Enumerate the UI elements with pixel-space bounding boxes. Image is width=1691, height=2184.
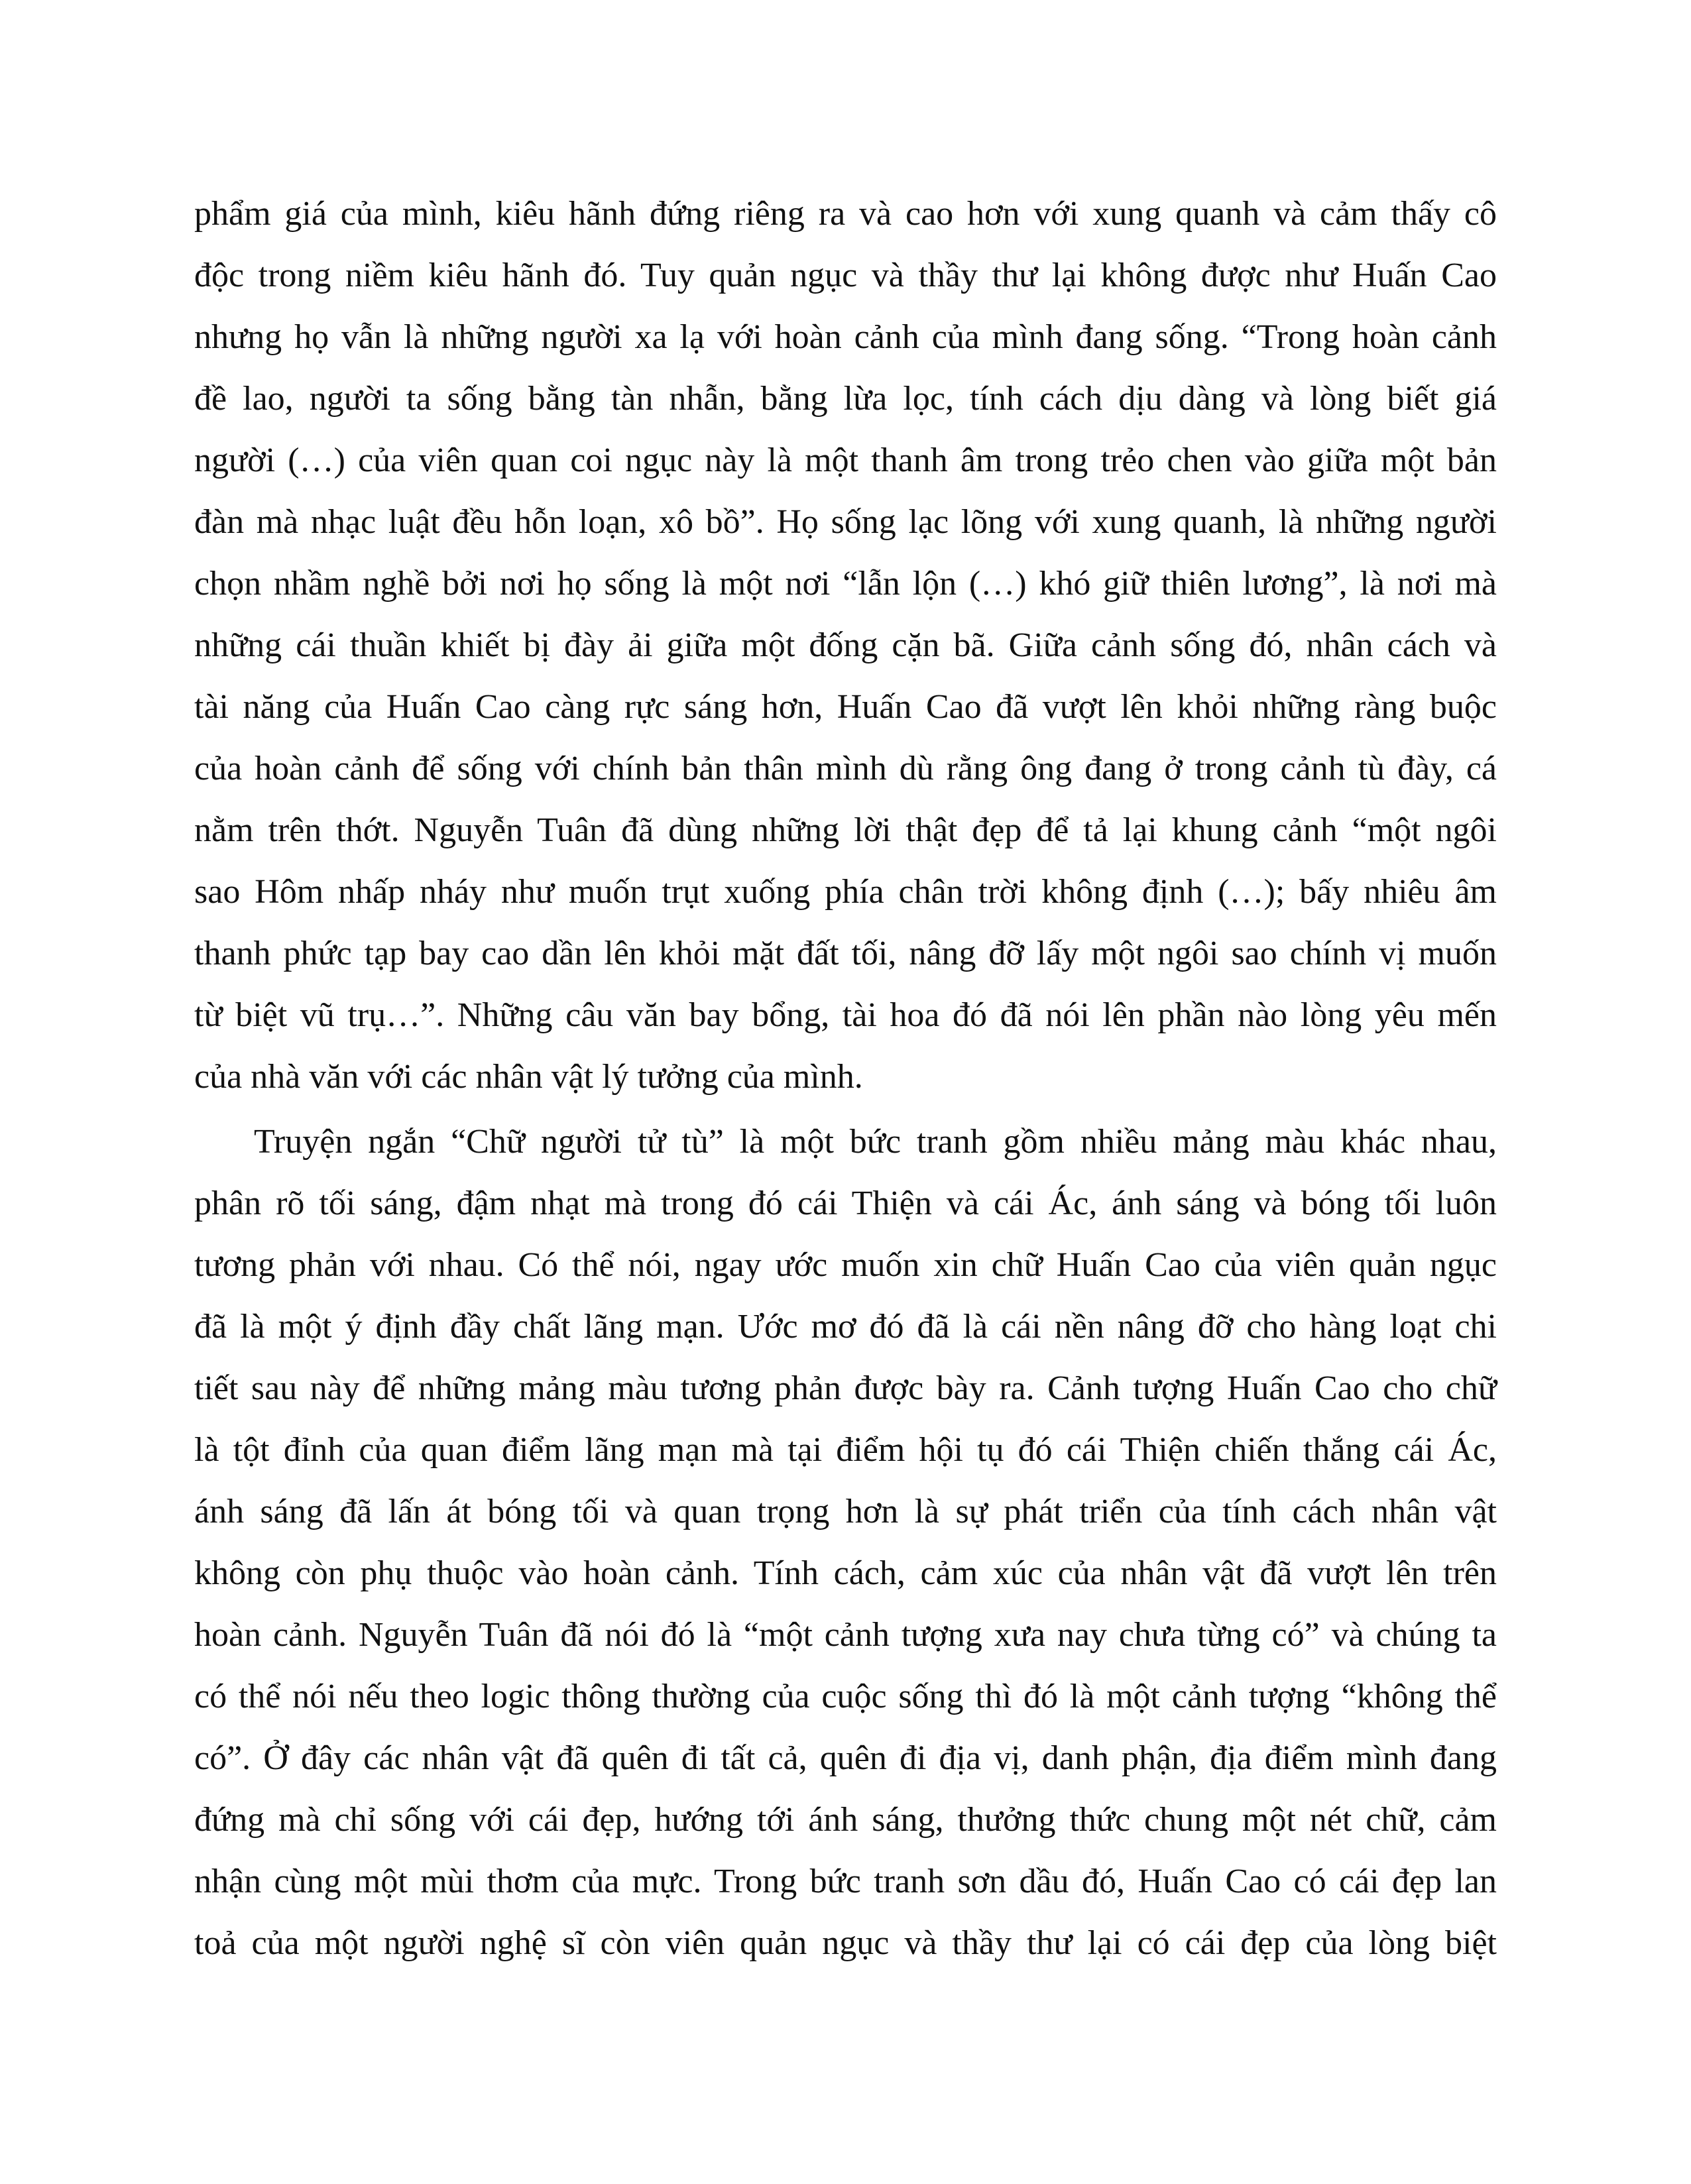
text-line: tài năng của Huấn Cao càng rực sáng hơn, Huấn Cao đã vượt lên khỏi những ràng buộc	[194, 688, 1497, 726]
paragraph-1	[194, 183, 1497, 1108]
text-line: Truyện ngắn “Chữ người tử tù” là một bức tranh gồm nhiều mảng màu khác nhau,	[254, 1123, 1497, 1161]
text-line: có thể nói nếu theo logic thông thường của cuộc sống thì đó là một cảnh tượng “không thể	[194, 1678, 1497, 1715]
text-line: sao Hôm nhấp nháy như muốn trụt xuống phía chân trời không định (…); bấy nhiêu âm	[194, 873, 1497, 911]
text-line: hoàn cảnh. Nguyễn Tuân đã nói đó là “một cảnh tượng xưa nay chưa từng có” và chúng ta	[194, 1616, 1497, 1654]
text-line: là tột đỉnh của quan điểm lãng mạn mà tại điểm hội tụ đó cái Thiện chiến thắng cái Ác,	[194, 1431, 1497, 1469]
text-line: độc trong niềm kiêu hãnh đó. Tuy quản ngục và thầy thư lại không được như Huấn Cao	[194, 257, 1497, 294]
text-line: đàn mà nhạc luật đều hỗn loạn, xô bồ”. Họ sống lạc lõng với xung quanh, là những người	[194, 503, 1497, 541]
text-line: phẩm giá của mình, kiêu hãnh đứng riêng ra và cao hơn với xung quanh và cảm thấy cô	[194, 195, 1497, 233]
text-line: nhưng họ vẫn là những người xa lạ với hoàn cảnh của mình đang sống. “Trong hoàn cảnh	[194, 318, 1497, 356]
text-line: ánh sáng đã lấn át bóng tối và quan trọng hơn là sự phát triển của tính cách nhân vật	[194, 1493, 1497, 1530]
text-line: của nhà văn với các nhân vật lý tưởng của mình.	[194, 1058, 863, 1096]
text-line: của hoàn cảnh để sống với chính bản thân mình dù rằng ông đang ở trong cảnh tù đày, cá	[194, 750, 1497, 787]
text-line: người (…) của viên quan coi ngục này là một thanh âm trong trẻo chen vào giữa một bản	[194, 441, 1497, 479]
text-line: tương phản với nhau. Có thể nói, ngay ước muốn xin chữ Huấn Cao của viên quản ngục	[194, 1246, 1497, 1284]
text-line: chọn nhầm nghề bởi nơi họ sống là một nơi “lẫn lộn (…) khó giữ thiên lương”, là nơi mà	[194, 565, 1497, 603]
text-line: nằm trên thớt. Nguyễn Tuân đã dùng những lời thật đẹp để tả lại khung cảnh “một ngôi	[194, 811, 1497, 849]
text-line: không còn phụ thuộc vào hoàn cảnh. Tính cách, cảm xúc của nhân vật đã vượt lên trên	[194, 1554, 1497, 1592]
text-line: đã là một ý định đầy chất lãng mạn. Ước mơ đó đã là cái nền nâng đỡ cho hàng loạt chi	[194, 1308, 1497, 1346]
text-line: đề lao, người ta sống bằng tàn nhẫn, bằng lừa lọc, tính cách dịu dàng và lòng biết giá	[194, 380, 1497, 418]
text-line: tiết sau này để những mảng màu tương phản được bày ra. Cảnh tượng Huấn Cao cho chữ	[194, 1369, 1497, 1407]
text-line: thanh phức tạp bay cao dần lên khỏi mặt đất tối, nâng đỡ lấy một ngôi sao chính vị muốn	[194, 935, 1497, 972]
text-line: có”. Ở đây các nhân vật đã quên đi tất cả, quên đi địa vị, danh phận, địa điểm mình đang	[194, 1739, 1497, 1777]
text-line: phân rõ tối sáng, đậm nhạt mà trong đó cái Thiện và cái Ác, ánh sáng và bóng tối luôn	[194, 1184, 1497, 1222]
document-page	[194, 183, 1497, 1974]
text-line: từ biệt vũ trụ…”. Những câu văn bay bổng, tài hoa đó đã nói lên phần nào lòng yêu mến	[194, 996, 1497, 1034]
text-line: những cái thuần khiết bị đày ải giữa một đống cặn bã. Giữa cảnh sống đó, nhân cách và	[194, 626, 1497, 664]
paragraph-2	[194, 1111, 1497, 1974]
text-line: nhận cùng một mùi thơm của mực. Trong bức tranh sơn dầu đó, Huấn Cao có cái đẹp lan	[194, 1863, 1497, 1900]
text-line: đứng mà chỉ sống với cái đẹp, hướng tới ánh sáng, thưởng thức chung một nét chữ, cảm	[194, 1801, 1497, 1839]
text-line: toả của một người nghệ sĩ còn viên quản ngục và thầy thư lại có cái đẹp của lòng biệt	[194, 1924, 1497, 1962]
